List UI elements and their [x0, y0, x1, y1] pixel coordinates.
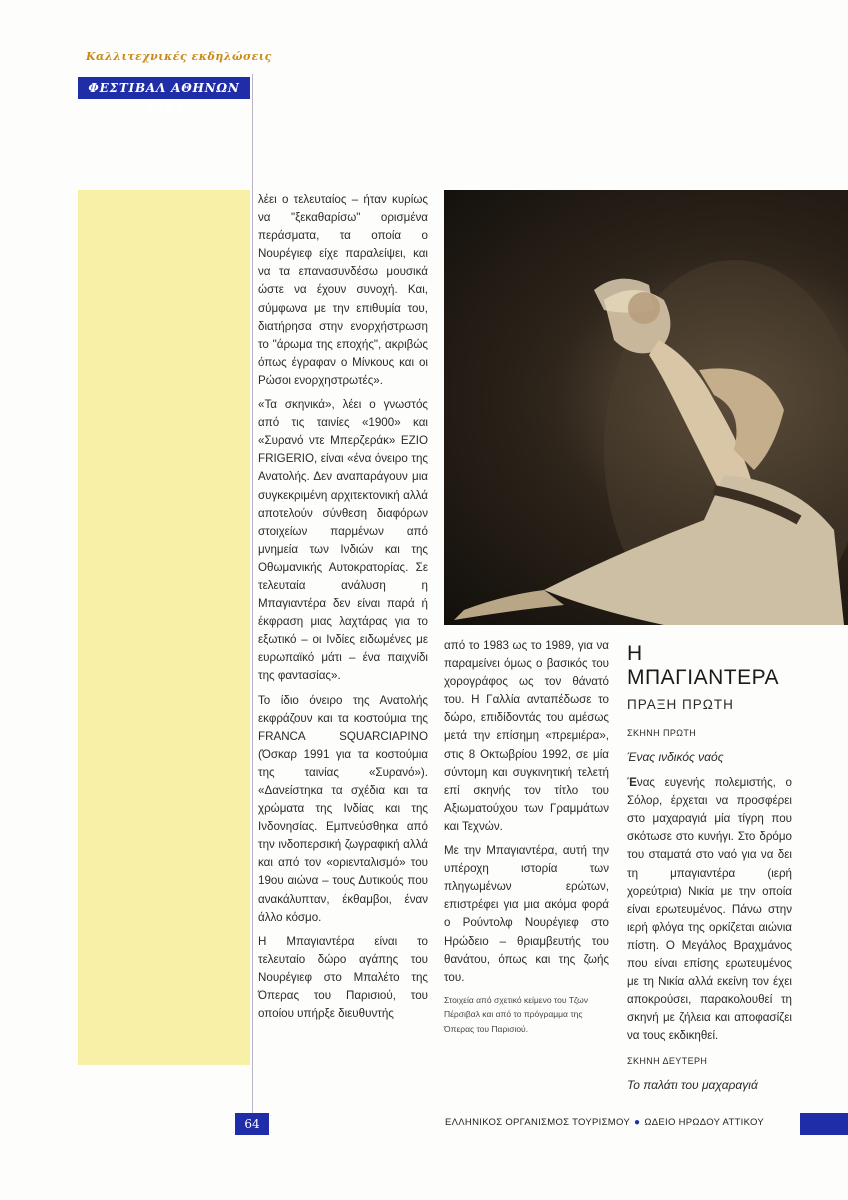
- source-caption: Στοιχεία από σχετικό κείμενο του Τζων Πέρσιβαλ και από το πρόγραμμα της Όπερας του Παρισιού.: [444, 994, 588, 1034]
- column-divider: [252, 74, 253, 1134]
- scene-1-name: Ένας ινδικός ναός: [627, 750, 724, 765]
- paragraph: Η Μπαγιαντέρα είναι το τελευταίο δώρο αγάπης του Νουρέγιεφ στο Μπαλέτο της Όπερας του Παρισιού, του οποίου υπήρξε διευθυντής: [258, 934, 428, 1021]
- scene-2-name: Το παλάτι του μαχαραγιά: [627, 1077, 758, 1092]
- footer-text: [445, 1117, 764, 1128]
- paragraph: Με την Μπαγιαντέρα, αυτή την υπέροχη ιστορία των πληγωμένων ερώτων, επιστρέφει για μια ακόμα φορά ο Ρούντολφ Νουρέγιεφ στο Ηρώδειο – θριαμβευτής του θανάτου, όπως και της ζωής του.: [444, 844, 609, 984]
- scene-2-label: ΣΚΗΝΗ ΔΕΥΤΕΡΗ: [627, 1055, 708, 1066]
- paragraph: από το 1983 ως το 1989, για να παραμείνει όμως ο βασικός του χορογράφος ως τον θάνατό του. Η Γαλλία ανταπέδωσε το δώρο, επιδίδοντάς του αμέσως μετά την επίσημη «πρεμιέρα», στις 8 Οκτωβρίου 1992, σε μία σύντομη και συγκινητική τελετή επί σκηνής τον τίτλο του Αξιωματούχου των Γραμμάτων και Τεχνών.: [444, 639, 609, 833]
- scene-1-text: νας ευγενής πολεμιστής, ο Σόλορ, έρχεται να προσφέρει στο μαχαραγιά μία τίγρη που σκότωσε στο κυνήγι. Στο δρόμο του σταματά στο ναό για να δει τη μπαγιαντέρα (ιερή χορεύτρια) Νικία με την οποία είναι ερωτευμένος. Πάνω στην ιερή φλόγα της ορκίζεται αιώνια πίστη. Ο Μεγάλος Βραχμάνος που είναι επίσης ερωτευμένος με τη Νικία αλλά εκείνη τον έχει αποκρούσει, παρακολουθεί τη σκηνή με ζήλεια και αποφασίζει να τους εκδικηθεί.: [627, 776, 792, 1043]
- scene-1-label: ΣΚΗΝΗ ΠΡΩΤΗ: [627, 728, 697, 739]
- dancer-illustration: [444, 190, 848, 625]
- ballet-dancer-photo: [444, 190, 848, 625]
- drop-cap: Έ: [627, 776, 637, 790]
- text-column-1: [258, 191, 428, 1029]
- yellow-sidebar-panel: [78, 190, 250, 1065]
- ballet-title: Η ΜΠΑΓΙΑΝΤΕΡΑ: [627, 642, 780, 689]
- paragraph: «Τα σκηνικά», λέει ο γνωστός από τις ταινίες «1900» και «Συρανό ντε Μπερζεράκ» EZIO FRIGERIO, είναι «ένα όνειρο της Ανατολής. Δεν αναπαράγουν μια συγκεκριμένη αρχιτεκτονική αλλά αποτελούν σύνθεση διαφόρων στοιχείων παρμένων από μνημεία των Ινδιών και της Οθωμανικής Αυτοκρατορίας. Σε τελευταία ανάλυση η Μπαγιαντέρα δεν είναι παρά ή έκφραση μιας λαχτάρας για το εξωτικό – οι Ινδίες ειδωμένες με ευρωπαϊκό μάτι – ένα παιχνίδι της φαντασίας».: [258, 398, 428, 683]
- paragraph: λέει ο τελευταίος – ήταν κυρίως να "ξεκαθαρίσω" ορισμένα περάσματα, τα οποία ο Νουρέγιεφ είχε παραλείψει, και να τα επανασυνδέσω μουσικά ώστε να έχουν συνοχή. Και, σύμφωνα με την επιθυμία του, διατήρησα στην ενορχήστρωση το "άρωμα της εποχής", ακριβώς όπως έγραφαν ο Μίνκους και οι Ρώσοι ενορχηστρωτές».: [258, 193, 428, 387]
- synopsis-column: [627, 642, 792, 1102]
- scene-1-synopsis: [627, 774, 792, 1045]
- text-column-2: [444, 637, 609, 1042]
- paragraph: Το ίδιο όνειρο της Ανατολής εκφράζουν και τα κοστούμια της FRANCA SQUARCIAPINO (Όσκαρ 1991 για τα κοστούμια της ταινίας «Συρανό»). «Δανείστηκα τα σχέδια και τα χρώματα της Ινδίας και της Ινδονησίας. Εμπνεύσθηκα από την ινδοπερσική ζωγραφική αλλά και από τον «οριενταλισμό» του 19ου αιώνα – τους Δυτικούς που ανακάλυπταν, έκθαμβοι, έναν άλλο κόσμο.: [258, 693, 428, 924]
- footer-org: ΕΛΛΗΝΙΚΟΣ ΟΡΓΑΝΙΣΜΟΣ ΤΟΥΡΙΣΜΟΥ: [445, 1117, 631, 1128]
- festival-banner: ΦΕΣΤΙΒΑΛ ΑΘΗΝΩΝ 1993: [78, 77, 250, 99]
- page-number: 64: [235, 1113, 269, 1135]
- footer-accent-bar: [800, 1113, 848, 1135]
- footer-venue: ΩΔΕΙΟ ΗΡΩΔΟΥ ΑΤΤΙΚΟΥ: [644, 1117, 764, 1128]
- section-kicker: Καλλιτεχνικές εκδηλώσεις: [86, 50, 272, 63]
- act-heading: ΠΡΑΞΗ ΠΡΩΤΗ: [627, 697, 734, 712]
- bullet-dot-icon: ●: [634, 1117, 641, 1128]
